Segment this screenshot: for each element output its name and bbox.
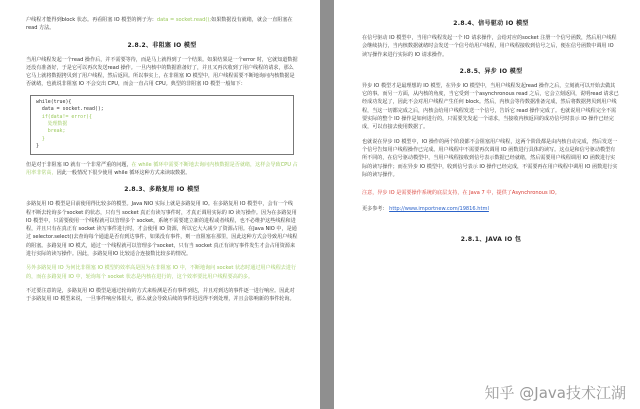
watermark-text: 知乎 @Java技术江湖 bbox=[484, 384, 626, 402]
section-heading-async: 2.8.5、异步 IO 模型 bbox=[459, 67, 523, 75]
section-heading-nonblocking: 2.8.2、非阻塞 IO 模型 bbox=[127, 41, 197, 49]
section-heading-java-io: 2.8.1、JAVA IO 包 bbox=[460, 235, 522, 243]
section-heading-signal: 2.8.4、信号驱动 IO 模型 bbox=[453, 20, 529, 27]
code-line: if(data!= error){ bbox=[36, 113, 92, 120]
document-page-right bbox=[334, 0, 640, 409]
paragraph-nonblocking: 当用户线程发起一个read 操作后，并不需要等待，而是马上就得到了一个结果。如果结果是一个error 时，它就知道数据还没有准备好，于是它可以再次发送read 操作。一旦内核中的数据准备好了，并且又再次收到了用户线程的请求，那么它马上就将数据拷贝到了用户线程，然后返回。所以事实上，在非阻塞 IO 模型中，用户线程需要不断地询问内核数据是否就绪，也就说非阻塞 IO 不会交出 CPU，而会一直占用 CPU。典型的非阻塞 IO 模型一般如下： bbox=[26, 56, 298, 88]
more-reference: 更多参考： http://www.importnew.com/19816.html bbox=[362, 206, 489, 213]
reference-link[interactable]: http://www.importnew.com/19816.html bbox=[389, 206, 489, 213]
code-line: while(true){ bbox=[36, 98, 72, 105]
paragraph-problem: 但是对于非阻塞 IO 就有一个非常严重的问题，在 while 循环中需要不断地去询问内核数据是否就绪，这样会导致CPU 占用率非常高，因此一般情况下很少使用 while 循环这种方式来读取数据。 bbox=[26, 161, 298, 176]
paragraph-efficiency: 另外多路复用 IO 为何比非阻塞 IO 模型的效率高是因为在非阻塞 IO 中，不断地询问 socket 状态时通过用户线程去进行的，而在多路复用 IO 中，轮询每个 socket 状态是内核在进行的，这个效率要比用户线程要高的多。 bbox=[26, 265, 297, 280]
code-line: data = socket.read(); bbox=[36, 106, 104, 113]
code-line: } bbox=[36, 135, 45, 142]
watermark bbox=[485, 382, 626, 403]
paragraph-multiplexing: 多路复用 IO 模型是目前使用得比较多的模型。Java NIO 实际上就是多路复用 IO。在多路复用 IO 模型中，会有一个线程不断去轮询多个socket 的状态，只有当 socket 真正有读写事件时，才真正调用实际的 IO 读写操作。因为在多路复用 IO 模型中，只需要使用一个线程就可以管理多个 socket，系统不需要建立新的进程或者线程，也不必维护这些线程和进程，并且只有在真正有 socket 读写事件进行时，才会使用 IO 资源，所以它大大减少了资源占用。在Java NIO 中，是通过 selector.select()去查询每个通道是否有到达事件，如果没有事件，则一直阻塞在那里，因此这种方式会导致用户线程的阻塞。多路复用 IO 模式，通过一个线程就可以管理多个socket，只有当 socket 真正有读写事件发生才会占用资源来进行实际的读写操作。因此，多路复用IO 比较适合连接数比较多的情况。 bbox=[26, 201, 298, 257]
note-paragraph: 注意，异步 IO 是需要操作系统的底层支持，在 Java 7 中，提供了Asynchronous IO。 bbox=[362, 190, 560, 197]
code-line: break; bbox=[36, 128, 66, 135]
code-block bbox=[30, 95, 294, 155]
paragraph-caveat: 不过要注意的是，多路复用 IO 模型是通过轮询的方式来检测是否有事件到达，并且对到达的事件逐一进行响应。因此对于多路复用 IO 模型来说，一旦事件响应体很大，那么就会导致后续的事件迟迟得不到处理，并且会影响新的事件轮询。 bbox=[26, 287, 295, 303]
page-content-left bbox=[26, 0, 298, 309]
paragraph-async: 异步 IO 模型才是最理想的 IO 模型，在异步 IO 模型中，当用户线程发起read 操作之后，立刻就可以开始去做其它的事。而另一方面，从内核的角度，当它受到一个asynchronous read 之后，它会立刻返回，说明read 请求已经成功发起了，因此不会对用户线程产生任何 block。然后，内核会等待数据准备完成，然后将数据拷贝到用户线程，当这一切都完成之后，内核会给用户线程发送一个信号，告诉它 read 操作完成了。也就说用户线程完全不需要实际的整个 IO 操作是如何进行的，只需要先发起一个请求，当接收内核返回的成功信号时表示 IO 操作已经完成，可以直接去使用数据了。 bbox=[362, 82, 619, 131]
code-line: } bbox=[36, 143, 39, 150]
section-heading-multiplexing: 2.8.3、多路复用 IO 模型 bbox=[124, 186, 200, 194]
intro-paragraph: 户线程才能得到block 状态。再看阻塞 IO 模型的例子为：data = socket.read();如果数据没有就绪，就会一直阻塞在read 方法。 bbox=[26, 17, 293, 32]
code-line: 处理数据 bbox=[36, 121, 68, 127]
page-gap bbox=[320, 0, 334, 409]
paragraph-signal: 在信号驱动 IO 模型中，当用户线程发起一个 IO 请求操作，会给对应的socket 注册一个信号函数，然后用户线程会继续执行，当内核数据就绪时会发送一个信号给用户线程，用户线程接收到信号之后，便在信号函数中调用 IO 读写操作来进行实际的 IO 请求操作。 bbox=[362, 35, 617, 58]
paragraph-async-detail: 也就说在异步 IO 模型中，IO 操作的两个阶段都不会阻塞用户线程，这两个阶段都是由内核自动完成，然后发送一个信号告知用户线程操作已完成。用户线程中不需要再次调用 IO 函数进行具体的读写。这点是和信号驱动模型有所不同的，在信号驱动模型中，当用户线程接收到信号表示数据已经就绪，然后需要用户线程调用 IO 函数进行实际的读写操作；而在异步 IO 模型中，收到信号表示 IO 操作已经完成，不需要再在用户线程中调用 IO 函数进行实际的读写操作。 bbox=[362, 138, 618, 178]
page-content-right bbox=[362, 0, 620, 250]
